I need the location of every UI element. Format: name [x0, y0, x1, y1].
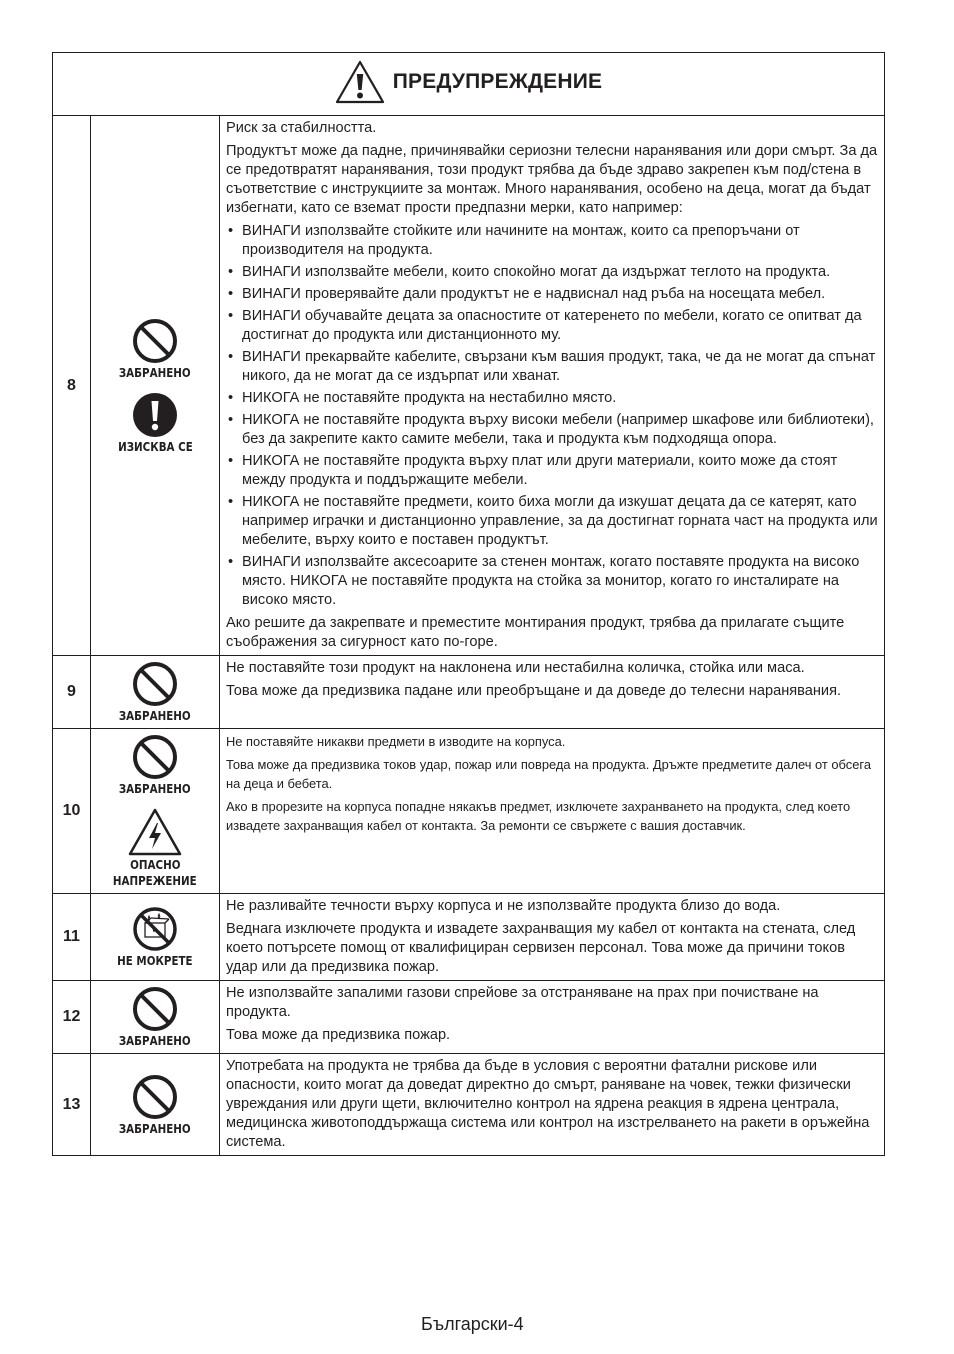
warning-row-12 [53, 981, 885, 1054]
list-item: • НИКОГА не поставяйте продукта върху плат или други материали, които може да стоят между продукта и поддържащите мебели. [226, 452, 878, 490]
row-icons [91, 656, 220, 729]
paragraph: Ако решите да закрепвате и преместите монтирания продукт, трябва да прилагате същите съображения за сигурност като по-горе. [226, 615, 845, 650]
page-footer: Български-4 [421, 1314, 524, 1334]
prohibited-label: ЗАБРАНЕНО [119, 782, 191, 796]
row-number: 11 [53, 894, 91, 981]
do-not-wet-label: НЕ МОКРЕТЕ [117, 954, 193, 968]
prohibited-icon [131, 1073, 179, 1121]
high-voltage-icon [127, 807, 183, 857]
prohibited-block [91, 1073, 219, 1137]
list-item: • ВИНАГИ използвайте мебели, които спокойно могат да издържат теглото на продукта. [226, 263, 878, 282]
header-content [335, 60, 603, 104]
row-number: 10 [53, 729, 91, 894]
row-number: 13 [53, 1054, 91, 1156]
warning-row-13 [53, 1054, 885, 1156]
list-item: • ВИНАГИ прекарвайте кабелите, свързани към вашия продукт, така, че да не могат да спънат никого, да не могат да се издърпат или хванат. [226, 348, 878, 386]
prohibited-label: ЗАБРАНЕНО [119, 365, 191, 380]
warning-table [52, 52, 885, 1156]
paragraph: Не поставяйте никакви предмети в изводите на корпуса. [226, 734, 566, 749]
paragraph: Това може да предизвика токов удар, пожар или повреда на продукта. Дръжте предметите далеч от обсега на деца и бебета. [226, 757, 871, 791]
warning-row-10 [53, 729, 885, 894]
row-icons [91, 1054, 220, 1156]
row-icons [91, 729, 220, 894]
do-not-wet-block [91, 905, 219, 969]
paragraph: Ако в прорезите на корпуса попадне някакъв предмет, изключете захранването на продукта, след което извадете захранващия кабел от контакта. За ремонти се свържете с вашия доставчик. [226, 799, 851, 833]
paragraph: Това може да предизвика падане или преобръщане и да доведе до телесни наранявания. [226, 683, 842, 699]
prohibited-block [91, 985, 219, 1049]
danger-voltage-label: ОПАСНО [129, 858, 181, 872]
row-text [220, 981, 885, 1054]
warning-sheet [52, 52, 884, 1156]
prohibited-icon [131, 985, 179, 1033]
paragraph: Риск за стабилността. [226, 120, 377, 136]
row-icons [91, 116, 220, 656]
warning-row-8 [53, 116, 885, 656]
row-number: 9 [53, 656, 91, 729]
row-text [220, 656, 885, 729]
prohibited-block [91, 733, 219, 797]
list-item: • НИКОГА не поставяйте продукта върху високи мебели (например шкафове или библиотеки), без да закрепите както самите мебели, така и продукта към подходяща опора. [226, 411, 878, 449]
row-number: 8 [53, 116, 91, 656]
row-icons [91, 894, 220, 981]
row-text [220, 1054, 885, 1156]
prohibited-label: ЗАБРАНЕНО [119, 709, 191, 723]
warning-row-11 [53, 894, 885, 981]
required-label: ИЗИСКВА СЕ [117, 439, 193, 454]
mandatory-action-icon [131, 391, 179, 439]
prohibited-block [91, 660, 219, 724]
row-number: 12 [53, 981, 91, 1054]
warning-row-9 [53, 656, 885, 729]
list-item: • ВИНАГИ използвайте стойките или начините на монтаж, които са препоръчани от производителя на продукта. [226, 222, 878, 260]
prohibited-icon [131, 317, 179, 365]
row-icons [91, 981, 220, 1054]
header-title: ПРЕДУПРЕЖДЕНИЕ [392, 69, 603, 93]
list-item: • ВИНАГИ проверявайте дали продуктът не е надвиснал над ръба на носещата мебел. [226, 285, 878, 304]
paragraph: Не използвайте запалими газови спрейове за отстраняване на прах при почистване на продукта. [226, 985, 819, 1020]
prohibited-icon [131, 733, 179, 781]
paragraph: Не разливайте течности върху корпуса и не използвайте продукта близо до вода. [226, 898, 781, 914]
paragraph: Употребата на продукта не трябва да бъде в условия с вероятни фатални рискове или опасности, които могат да доведат директно до смърт, раняване на човек, тежки физически увреждания или други щети, включително контрол на ядрена реакция в ядрена централа, медицинска животоподдържаща система или контрол на изстрелването на ракети в оръжейна система. [226, 1058, 870, 1150]
warning-triangle-icon [335, 60, 385, 104]
row-text [220, 894, 885, 981]
list-item: • НИКОГА не поставяйте предмети, които биха могли да изкушат децата да се катерят, като например играчки и дистанционно управление, за да достигнат горната част на продукта или мебелите, върху които е поставен продуктът. [226, 493, 878, 550]
header-cell [53, 53, 885, 116]
list-item: • ВИНАГИ обучавайте децата за опасностите от катеренето по мебели, когато се опитват да достигнат до продукта или дистанционното му. [226, 307, 878, 345]
paragraph: Това може да предизвика пожар. [226, 1027, 451, 1043]
prohibited-icon [131, 660, 179, 708]
prohibited-label: ЗАБРАНЕНО [119, 1034, 191, 1048]
row-text [220, 116, 885, 656]
precautions-list [226, 222, 878, 610]
prohibited-label: ЗАБРАНЕНО [119, 1121, 191, 1136]
header-row [53, 53, 885, 116]
danger-voltage-label-2: НАПРЕЖЕНИЕ [113, 874, 197, 888]
list-item: • ВИНАГИ използвайте аксесоарите за стенен монтаж, когато поставяте продукта на високо място. НИКОГА не поставяйте продукта на стойка за монитор, когато го инсталирате на високо място. [226, 553, 878, 610]
do-not-wet-icon [131, 905, 179, 953]
danger-voltage-block [91, 807, 219, 889]
list-item: • НИКОГА не поставяйте продукта на нестабилно място. [226, 389, 878, 408]
paragraph: Продуктът може да падне, причинявайки сериозни телесни наранявания или дори смърт. За да се предотвратят наранявания, този продукт трябва да бъде здраво закрепен към под/стена в съответствие с инструкциите за монтаж. Много наранявания, особено на деца, могат да бъдат избегнати, като се вземат прости предпазни мерки, като например: [226, 143, 878, 216]
required-block [91, 391, 219, 455]
paragraph: Не поставяйте този продукт на наклонена или нестабилна количка, стойка или маса. [226, 660, 805, 676]
row-text [220, 729, 885, 894]
prohibited-block [91, 317, 219, 381]
paragraph: Веднага изключете продукта и извадете захранващия му кабел от контакта на стената, след което потърсете помощ от квалифициран сервизен персонал. Това може да причини токов удар или да предизвика пожар. [226, 921, 856, 975]
